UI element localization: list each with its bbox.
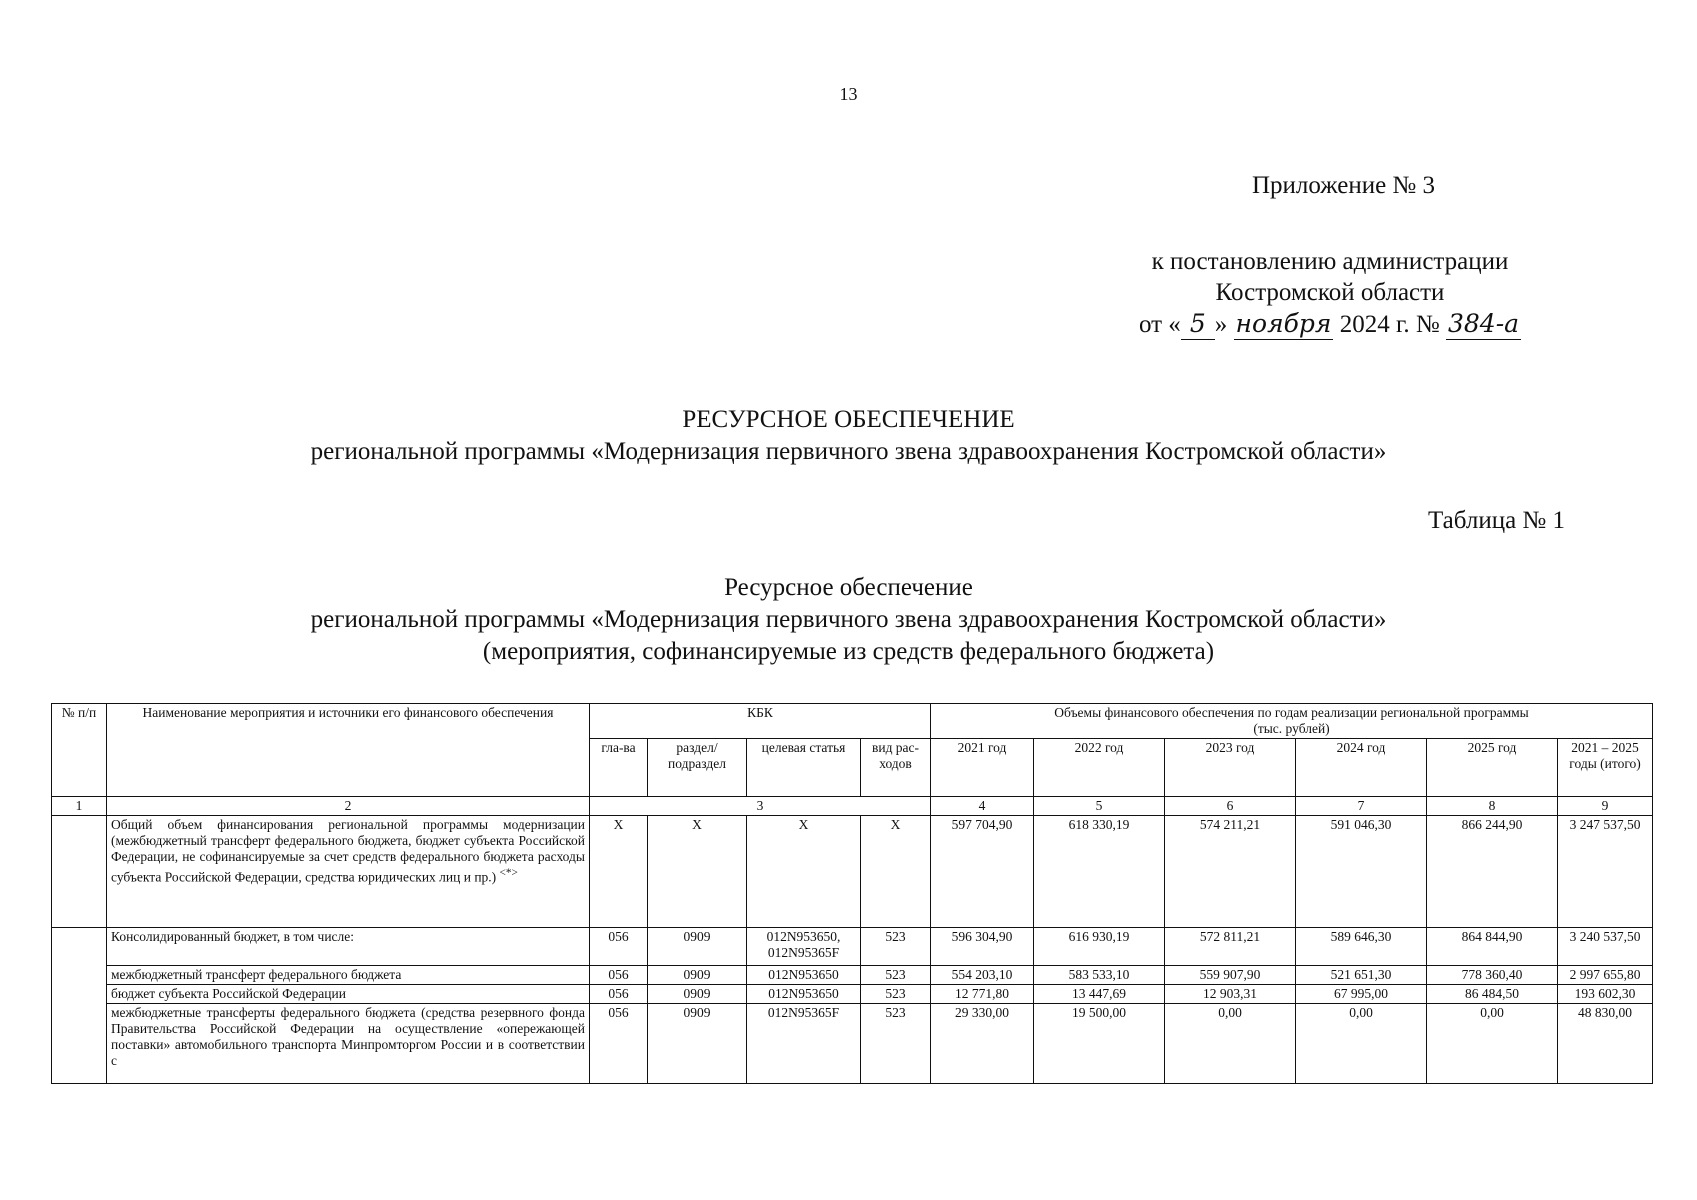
header-name: Наименование мероприятия и источники его финансового обеспечения [107,704,590,797]
cell-name: Консолидированный бюджет, в том числе: [107,928,590,966]
decree-line-2: Костромской области [1215,279,1445,306]
cell-vid: 523 [861,1004,931,1084]
index-cell: 1 [52,797,107,816]
subtitle-line-2: региональной программы «Модернизация первичного звена здравоохранения Костромской области» [310,606,1387,633]
cell-2024: 0,00 [1296,1004,1427,1084]
cell-glava: 056 [590,985,648,1004]
cell-2022: 19 500,00 [1034,1004,1165,1084]
cell-2021: 596 304,90 [931,928,1034,966]
header-target: целевая статья [747,739,861,797]
table-row [52,816,1653,928]
title-line-2: региональной программы «Модернизация первичного звена здравоохранения Костромской области» [310,438,1387,465]
decree-day: 5 [1181,308,1215,340]
cell-glava: 056 [590,966,648,985]
table-row [52,928,1653,966]
cell-razdel: 0909 [648,985,747,1004]
header-2024: 2024 год [1296,739,1427,797]
cell-2022: 583 533,10 [1034,966,1165,985]
cell-vid: 523 [861,985,931,1004]
cell-2024: 67 995,00 [1296,985,1427,1004]
header-2021: 2021 год [931,739,1034,797]
cell-2023: 574 211,21 [1165,816,1296,928]
cell-2025: 778 360,40 [1427,966,1558,985]
cell-vid: 523 [861,966,931,985]
cell-razdel: 0909 [648,1004,747,1084]
decree-date-prefix: от « [1138,311,1181,338]
header-2023: 2023 год [1165,739,1296,797]
cell-name-text: Общий объем финансирования региональной программы модернизации (межбюджетный трансферт федерального бюджета, бюджет субъекта Российской Федерации, не софинансируемые за счет средств федерального бюджета расходы субъекта Российской Федерации, средства юридических лиц и пр.) [111,817,585,885]
index-cell: 9 [1558,797,1653,816]
subtitle-line-3: (мероприятия, софинансируемые из средств федерального бюджета) [482,638,1215,665]
cell-2022: 616 930,19 [1034,928,1165,966]
cell-2025: 86 484,50 [1427,985,1558,1004]
cell-name-footnote: <*> [499,867,518,879]
header-vid: вид рас-ходов [861,739,931,797]
header-2022: 2022 год [1034,739,1165,797]
document-title [0,404,1697,468]
cell-2023: 0,00 [1165,1004,1296,1084]
cell-2021: 554 203,10 [931,966,1034,985]
cell-num [52,928,107,1084]
resource-table [51,703,1653,1084]
cell-2024: 521 651,30 [1296,966,1427,985]
header-2025: 2025 год [1427,739,1558,797]
header-row-1 [52,704,1653,739]
header-kbk: КБК [590,704,931,739]
header-num: № п/п [52,704,107,797]
decree-date-mid: » [1214,311,1228,338]
cell-glava: X [590,816,648,928]
cell-razdel: 0909 [648,928,747,966]
cell-total: 193 602,30 [1558,985,1653,1004]
appendix-title: Приложение № 3 [1252,172,1436,199]
cell-glava: 056 [590,1004,648,1084]
index-row [52,797,1653,816]
cell-total: 48 830,00 [1558,1004,1653,1084]
decree-date [1090,308,1570,340]
cell-target: X [747,816,861,928]
cell-2023: 12 903,31 [1165,985,1296,1004]
cell-target: 012N95365F [747,1004,861,1084]
cell-2023: 572 811,21 [1165,928,1296,966]
cell-vid: 523 [861,928,931,966]
cell-name [107,816,590,928]
cell-target: 012N953650 [747,966,861,985]
cell-total: 3 247 537,50 [1558,816,1653,928]
index-cell: 5 [1034,797,1165,816]
index-cell: 2 [107,797,590,816]
decree-reference [1090,246,1570,340]
cell-2024: 589 646,30 [1296,928,1427,966]
cell-2021: 597 704,90 [931,816,1034,928]
page-number: 13 [839,84,858,104]
cell-2022: 618 330,19 [1034,816,1165,928]
header-total: 2021 – 2025 годы (итого) [1558,739,1653,797]
index-cell: 6 [1165,797,1296,816]
index-cell: 3 [590,797,931,816]
cell-razdel: X [648,816,747,928]
cell-2024: 591 046,30 [1296,816,1427,928]
table-row [52,985,1653,1004]
cell-target: 012N953650, 012N95365F [747,928,861,966]
header-units: (тыс. рублей) [1253,721,1330,736]
subtitle-line-1: Ресурсное обеспечение [724,574,973,601]
cell-target: 012N953650 [747,985,861,1004]
cell-razdel: 0909 [648,966,747,985]
cell-2025: 864 844,90 [1427,928,1558,966]
cell-name: межбюджетный трансферт федерального бюджета [107,966,590,985]
header-volumes [931,704,1653,739]
cell-2022: 13 447,69 [1034,985,1165,1004]
index-cell: 4 [931,797,1034,816]
cell-vid: X [861,816,931,928]
table-row [52,966,1653,985]
header-razdel: раздел/ подраздел [648,739,747,797]
cell-glava: 056 [590,928,648,966]
index-cell: 8 [1427,797,1558,816]
cell-2023: 559 907,90 [1165,966,1296,985]
decree-year: 2024 г. № [1339,311,1440,338]
cell-total: 3 240 537,50 [1558,928,1653,966]
title-line-1: РЕСУРСНОЕ ОБЕСПЕЧЕНИЕ [682,406,1015,433]
cell-2021: 29 330,00 [931,1004,1034,1084]
table-row [52,1004,1653,1084]
cell-2025: 0,00 [1427,1004,1558,1084]
table-subtitle [0,572,1697,668]
cell-name: бюджет субъекта Российской Федерации [107,985,590,1004]
cell-name: межбюджетные трансферты федерального бюджета (средства резервного фонда Правительства Российской Федерации на осуществление «опережающей поставки» автомобильного транспорта Минпромторгом России и в соответствии с [107,1004,590,1084]
header-volumes-title: Объемы финансового обеспечения по годам реализации региональной программы [1054,705,1529,720]
cell-num [52,816,107,928]
decree-number: 384-а [1447,309,1520,338]
cell-2021: 12 771,80 [931,985,1034,1004]
table-label: Таблица № 1 [1428,507,1566,534]
cell-2025: 866 244,90 [1427,816,1558,928]
index-cell: 7 [1296,797,1427,816]
decree-month: ноября [1235,309,1332,338]
decree-line-1: к постановлению администрации [1151,248,1509,275]
header-glava: гла-ва [590,739,648,797]
cell-total: 2 997 655,80 [1558,966,1653,985]
